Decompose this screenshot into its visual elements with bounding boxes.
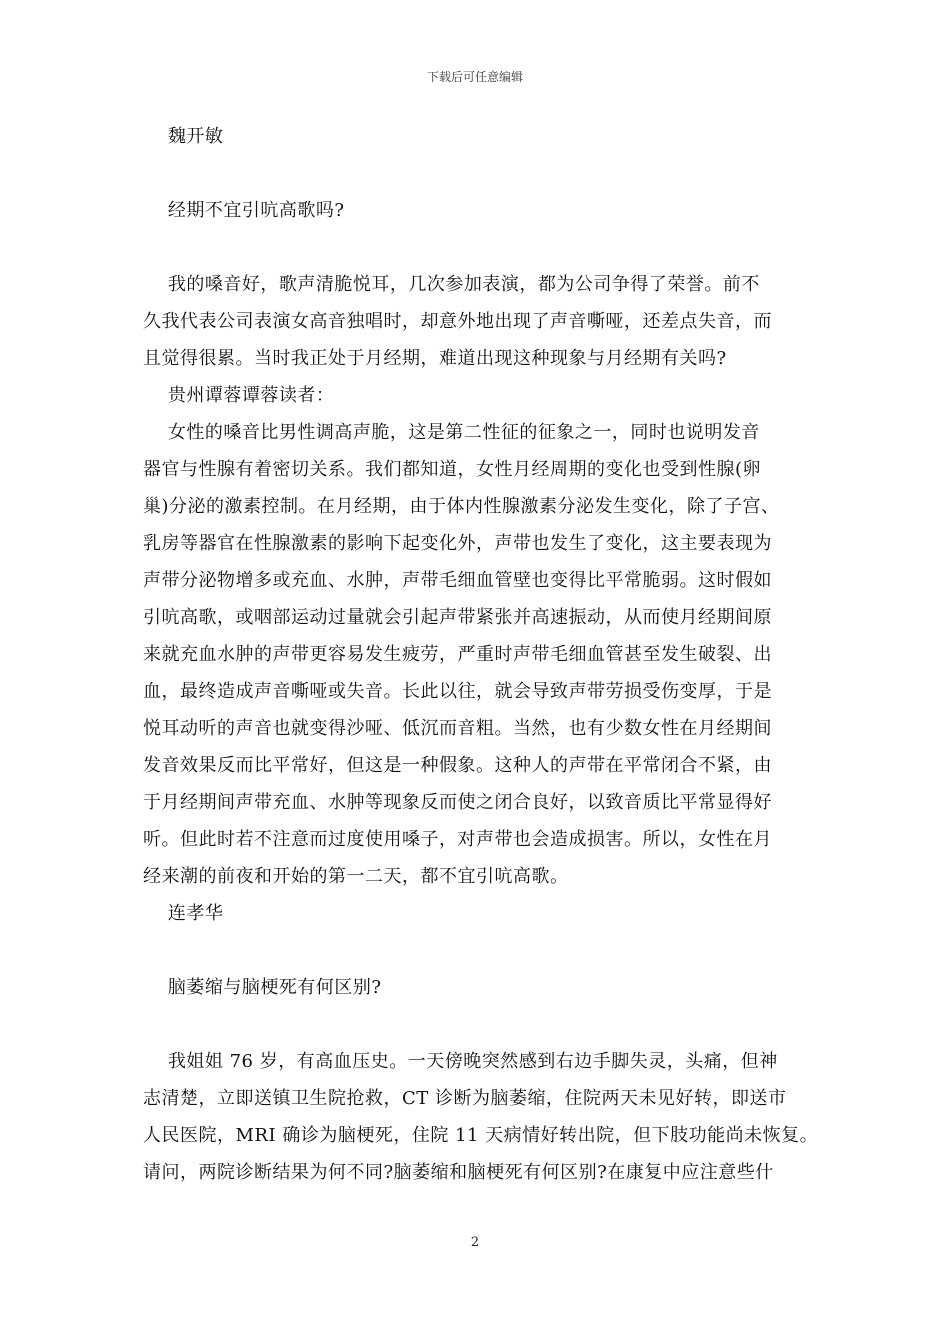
text-line: 请问，两院诊断结果为何不同?脑萎缩和脑梗死有何区别?在康复中应注意些什 [143,1162,774,1183]
text-line: 经期不宜引吭高歌吗? [143,200,345,221]
text-line: 女性的嗓音比男性调高声脆，这是第二性征的征象之一，同时也说明发音 [143,422,760,443]
text-line: 听。但此时若不注意而过度使用嗓子，对声带也会造成损害。所以，女性在月 [143,829,772,850]
text-line: 巢)分泌的激素控制。在月经期，由于体内性腺激素分泌发生变化，除了子宫、 [143,496,780,517]
text-line: 来就充血水肿的声带更容易发生疲劳，严重时声带毛细血管甚至发生破裂、出 [143,644,772,665]
text-line: 经来潮的前夜和开始的第一二天，都不宜引吭高歌。 [143,866,569,887]
document-body [143,118,819,1191]
blank-line [143,229,813,266]
text-line: 久我代表公司表演女高音独唱时，却意外地出现了声音嘶哑，还差点失音，而 [143,311,772,332]
page-header: 下载后可任意编辑 [426,70,523,84]
text-line: 贵州谭蓉谭蓉读者： [143,385,335,406]
text-line: 引吭高歌，或咽部运动过量就会引起声带紧张并高速振动，从而使月经期间原 [143,607,772,628]
blank-line [143,1006,813,1043]
text-line: 且觉得很累。当时我正处于月经期，难道出现这种现象与月经期有关吗? [143,348,727,369]
text-line: 连孝华 [143,903,224,924]
text-line: 发音效果反而比平常好，但这是一种假象。这种人的声带在平常闭合不紧，由 [143,755,772,776]
text-line: 我的嗓音好，歌声清脆悦耳，几次参加表演，都为公司争得了荣誉。前不 [143,274,760,295]
text-line: 我姐姐 76 岁，有高血压史。一天傍晚突然感到右边手脚失灵，头痛，但神 [143,1051,778,1072]
text-line: 志清楚，立即送镇卫生院抢救，CT 诊断为脑萎缩，住院两天未见好转，即送市 [143,1088,787,1109]
text-line: 于月经期间声带充血、水肿等现象反而使之闭合良好，以致音质比平常显得好 [143,792,772,813]
text-line: 声带分泌物增多或充血、水肿，声带毛细血管壁也变得比平常脆弱。这时假如 [143,570,772,591]
text-line: 魏开敏 [143,126,224,147]
text-line: 脑萎缩与脑梗死有何区别? [143,977,382,998]
text-line: 血，最终造成声音嘶哑或失音。长此以往，就会导致声带劳损受伤变厚，于是 [143,681,772,702]
text-line: 乳房等器官在性腺激素的影响下起变化外，声带也发生了变化，这主要表现为 [143,533,772,554]
text-line: 器官与性腺有着密切关系。我们都知道，女性月经周期的变化也受到性腺(卵 [143,459,762,480]
page-number: 2 [470,1235,480,1250]
blank-line [143,155,813,192]
text-line: 悦耳动听的声音也就变得沙哑、低沉而音粗。当然，也有少数女性在月经期间 [143,718,772,739]
text-line: 人民医院，MRI 确诊为脑梗死，住院 11 天病情好转出院，但下肢功能尚未恢复。 [143,1125,819,1146]
blank-line [143,932,813,969]
